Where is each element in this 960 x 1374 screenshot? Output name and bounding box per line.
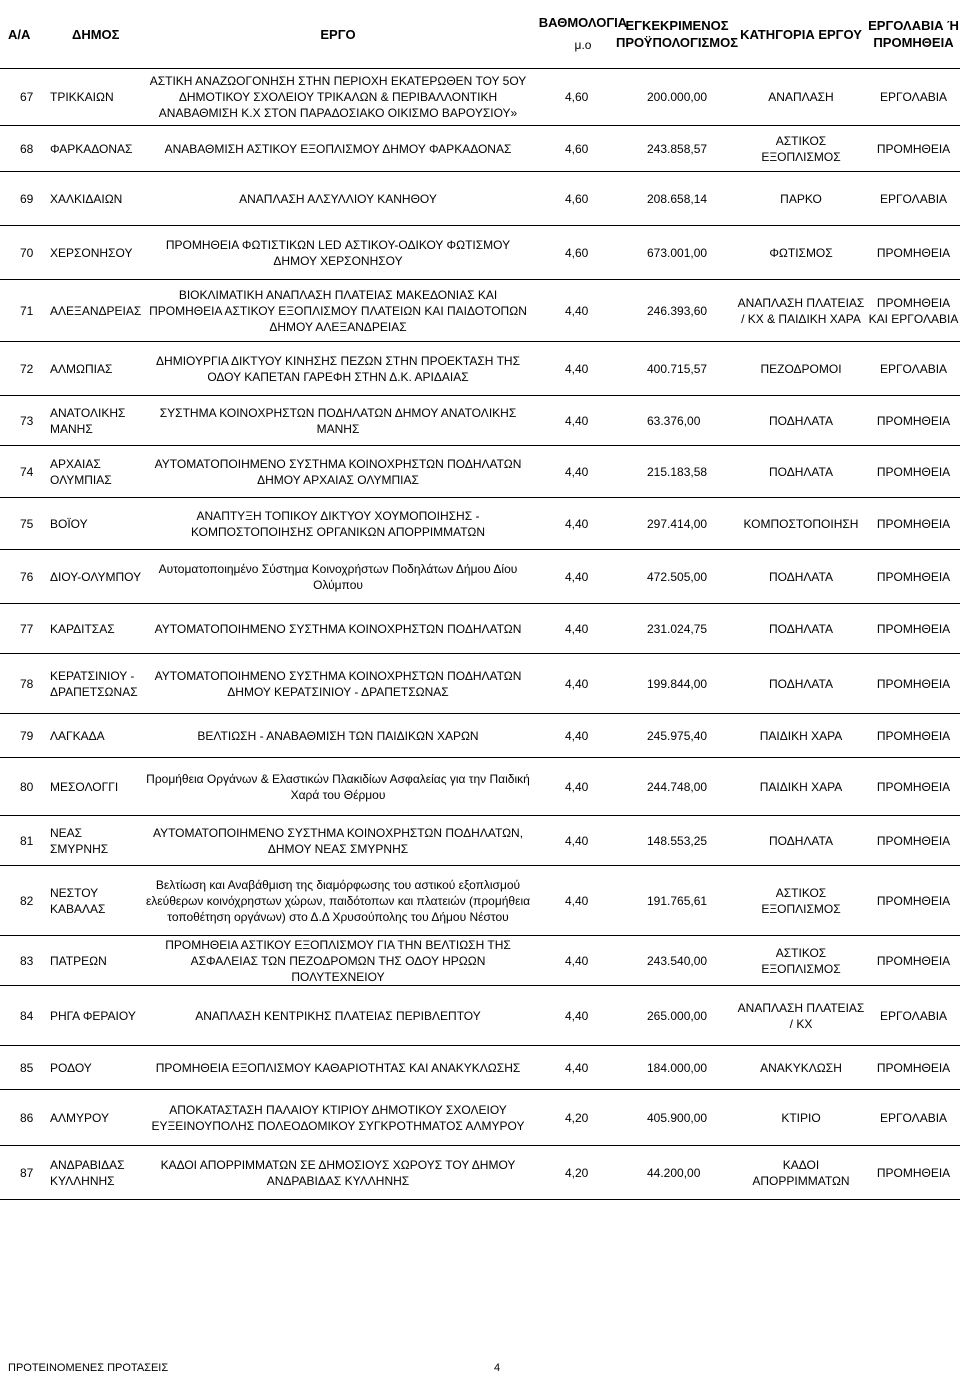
table-row <box>0 280 960 342</box>
header-score-unit: μ.ο <box>574 38 592 52</box>
category-cell: ΑΝΑΚΥΚΛΩΣΗ <box>760 1060 842 1075</box>
type-cell: ΕΡΓΟΛΑΒΙΑ <box>879 1008 948 1023</box>
score-cell: 4,60 <box>565 245 589 260</box>
project-cell: ΠΡΟΜΗΘΕΙΑ ΕΞΟΠΛΙΣΜΟΥ ΚΑΘΑΡΙΟΤΗΤΑΣ ΚΑΙ ΑΝΑΚΥΚΛΩΣΗΣ <box>155 1060 521 1075</box>
project-cell: ΣΥΣΤΗΜΑ ΚΟΙΝΟΧΡΗΣΤΩΝ ΠΟΔΗΛΑΤΩΝ ΔΗΜΟΥ ΑΝΑΤΟΛΙΚΗΣ ΜΑΝΗΣ <box>159 405 517 436</box>
project-cell: ΑΝΑΠΛΑΣΗ ΚΕΝΤΡΙΚΗΣ ΠΛΑΤΕΙΑΣ ΠΕΡΙΒΛΕΠΤΟΥ <box>195 1008 481 1023</box>
table-row <box>0 866 960 936</box>
score-cell: 4,40 <box>565 676 589 691</box>
project-cell: ΑΥΤΟΜΑΤΟΠΟΙΗΜΕΝΟ ΣΥΣΤΗΜΑ ΚΟΙΝΟΧΡΗΣΤΩΝ ΠΟΔΗΛΑΤΩΝ ΔΗΜΟΥ ΚΕΡΑΤΣΙΝΙΟΥ - ΔΡΑΠΕΤΣΩΝΑΣ <box>154 668 522 699</box>
budget-cell: 265.000,00 <box>647 1008 708 1023</box>
budget-cell: 191.765,61 <box>647 893 708 908</box>
municipality-cell: ΚΕΡΑΤΣΙΝΙΟΥ - ΔΡΑΠΕΤΣΩΝΑΣ <box>50 668 138 699</box>
table-row <box>0 1090 960 1146</box>
category-cell: ΠΟΔΗΛΑΤΑ <box>768 676 833 691</box>
type-cell: ΠΡΟΜΗΘΕΙΑ <box>876 569 951 584</box>
category-cell: ΠΟΔΗΛΑΤΑ <box>768 833 833 848</box>
project-cell: Αυτοματοποιημένο Σύστημα Κοινοχρήστων Ποδηλάτων Δήμου Δίου Ολύμπου <box>158 561 518 592</box>
project-cell: ΚΑΔΟΙ ΑΠΟΡΡΙΜΜΑΤΩΝ ΣΕ ΔΗΜΟΣΙΟΥΣ ΧΩΡΟΥΣ ΤΟΥ ΔΗΜΟΥ ΑΝΔΡΑΒΙΔΑΣ ΚΥΛΛΗΝΗΣ <box>160 1157 516 1188</box>
municipality-cell: ΑΛΜΥΡΟΥ <box>50 1110 109 1125</box>
budget-cell: 184.000,00 <box>647 1060 708 1075</box>
table-row <box>0 342 960 396</box>
score-cell: 4,60 <box>565 89 589 104</box>
municipality-cell: ΒΟΪΟΥ <box>50 516 88 531</box>
header-category: ΚΑΤΗΓΟΡΙΑ ΕΡΓΟΥ <box>740 26 862 42</box>
header-budget: ΕΓΚΕΚΡΙΜΕΝΟΣ ΠΡΟΫΠΟΛΟΓΙΣΜΟΣ <box>615 18 739 50</box>
category-cell: ΑΣΤΙΚΟΣ ΕΞΟΠΛΙΣΜΟΣ <box>761 885 841 916</box>
municipality-cell: ΡΟΔΟΥ <box>50 1060 92 1075</box>
category-cell: ΠΟΔΗΛΑΤΑ <box>768 464 833 479</box>
category-cell: ΑΣΤΙΚΟΣ ΕΞΟΠΛΙΣΜΟΣ <box>761 133 841 164</box>
category-cell: ΑΝΑΠΛΑΣΗ ΠΛΑΤΕΙΑΣ / ΚΧ & ΠΑΙΔΙΚΗ ΧΑΡΑ <box>737 295 865 326</box>
table-row <box>0 714 960 758</box>
budget-cell: 245.975,40 <box>647 728 708 743</box>
score-cell: 4,40 <box>565 893 589 908</box>
table-row <box>0 396 960 446</box>
category-cell: ΚΤΙΡΙΟ <box>781 1110 821 1125</box>
category-cell: ΑΝΑΠΛΑΣΗ <box>768 89 834 104</box>
score-cell: 4,40 <box>565 779 589 794</box>
budget-cell: 297.414,00 <box>647 516 708 531</box>
project-cell: Βελτίωση και Αναβάθμιση της διαμόρφωσης του αστικού εξοπλισμού ελεύθερων κοινόχρηστων χώρων, παιδότοπων και πλατειών (προμήθεια τοποθέτηση οργάνων) στο Δ.Δ Χρυσούπολης του Δήμου Νέστου <box>145 877 531 924</box>
municipality-cell: ΛΑΓΚΑΔΑ <box>50 728 105 743</box>
table-row <box>0 758 960 816</box>
municipality-cell: ΝΕΑΣ ΣΜΥΡΝΗΣ <box>50 825 109 856</box>
budget-cell: 246.393,60 <box>647 303 708 318</box>
row-number: 81 <box>20 833 34 848</box>
budget-cell: 243.540,00 <box>647 953 708 968</box>
row-number: 79 <box>20 728 34 743</box>
budget-cell: 208.658,14 <box>647 191 708 206</box>
project-cell: Προμήθεια Οργάνων & Ελαστικών Πλακιδίων Ασφαλείας για την Παιδική Χαρά του Θέρμου <box>146 771 530 802</box>
row-number: 82 <box>20 893 34 908</box>
row-number: 75 <box>20 516 34 531</box>
project-cell: ΑΝΑΠΤΥΞΗ ΤΟΠΙΚΟΥ ΔΙΚΤΥΟΥ ΧΟΥΜΟΠΟΙΗΣΗΣ - ΚΟΜΠΟΣΤΟΠΟΙΗΣΗΣ ΟΡΓΑΝΙΚΩΝ ΑΠΟΡΡΙΜΜΑΤΩΝ <box>190 508 486 539</box>
project-cell: ΠΡΟΜΗΘΕΙΑ ΦΩΤΙΣΤΙΚΩΝ LED ΑΣΤΙΚΟΥ-ΟΔΙΚΟΥ ΦΩΤΙΣΜΟΥ ΔΗΜΟΥ ΧΕΡΣΟΝΗΣΟΥ <box>165 237 511 268</box>
budget-cell: 400.715,57 <box>647 361 708 376</box>
table-row <box>0 936 960 986</box>
budget-cell: 63.376,00 <box>647 413 701 428</box>
category-cell: ΑΣΤΙΚΟΣ ΕΞΟΠΛΙΣΜΟΣ <box>761 945 841 976</box>
project-cell: ΑΠΟΚΑΤΑΣΤΑΣΗ ΠΑΛΑΙΟΥ ΚΤΙΡΙΟΥ ΔΗΜΟΤΙΚΟΥ ΣΧΟΛΕΙΟΥ ΕΥΞΕΙΝΟΥΠΟΛΗΣ ΠΟΛΕΟΔΟΜΙΚΟΥ ΣΥΓΚΡΟΤΗΜΑΤΟΣ ΑΛΜΥΡΟΥ <box>151 1102 525 1133</box>
type-cell: ΕΡΓΟΛΑΒΙΑ <box>879 361 948 376</box>
row-number: 71 <box>20 303 34 318</box>
row-number: 87 <box>20 1165 34 1180</box>
row-number: 74 <box>20 464 34 479</box>
table-row <box>0 1146 960 1200</box>
score-cell: 4,60 <box>565 141 589 156</box>
municipality-cell: ΑΛΕΞΑΝΔΡΕΙΑΣ <box>50 303 142 318</box>
table-row <box>0 986 960 1046</box>
table-row <box>0 226 960 280</box>
row-number: 76 <box>20 569 34 584</box>
score-cell: 4,40 <box>565 569 589 584</box>
category-cell: ΠΑΡΚΟ <box>780 191 822 206</box>
score-cell: 4,40 <box>565 953 589 968</box>
project-cell: ΑΥΤΟΜΑΤΟΠΟΙΗΜΕΝΟ ΣΥΣΤΗΜΑ ΚΟΙΝΟΧΡΗΣΤΩΝ ΠΟΔΗΛΑΤΩΝ <box>154 621 522 636</box>
project-cell: ΑΝΑΠΛΑΣΗ ΑΛΣΥΛΛΙΟΥ ΚΑΝΗΘΟΥ <box>239 191 437 206</box>
project-cell: ΒΙΟΚΛΙΜΑΤΙΚΗ ΑΝΑΠΛΑΣΗ ΠΛΑΤΕΙΑΣ ΜΑΚΕΔΟΝΙΑΣ ΚΑΙ ΠΡΟΜΗΘΕΙΑ ΑΣΤΙΚΟΥ ΕΞΟΠΛΙΣΜΟΥ ΠΛΑΤΕΙΩΝ ΚΑΙ ΠΑΙΔΟΤΟΠΩΝ ΔΗΜΟΥ ΑΛΕΞΑΝΔΡΕΙΑΣ <box>149 287 527 334</box>
budget-cell: 231.024,75 <box>647 621 708 636</box>
type-cell: ΠΡΟΜΗΘΕΙΑ <box>876 1060 951 1075</box>
municipality-cell: ΔΙΟΥ-ΟΛΥΜΠΟΥ <box>50 569 142 584</box>
type-cell: ΠΡΟΜΗΘΕΙΑ <box>876 953 951 968</box>
score-cell: 4,40 <box>565 413 589 428</box>
table-header <box>0 0 960 69</box>
row-number: 85 <box>20 1060 34 1075</box>
score-cell: 4,40 <box>565 303 589 318</box>
table-row <box>0 816 960 866</box>
header-project: ΕΡΓΟ <box>320 26 356 42</box>
row-number: 67 <box>20 89 34 104</box>
score-cell: 4,20 <box>565 1165 589 1180</box>
budget-cell: 215.183,58 <box>647 464 708 479</box>
type-cell: ΠΡΟΜΗΘΕΙΑ <box>876 893 951 908</box>
table-row <box>0 498 960 550</box>
category-cell: ΚΑΔΟΙ ΑΠΟΡΡΙΜΜΑΤΩΝ <box>752 1157 850 1188</box>
budget-cell: 44.200,00 <box>647 1165 701 1180</box>
score-cell: 4,20 <box>565 1110 589 1125</box>
row-number: 68 <box>20 141 34 156</box>
header-municipality: ΔΗΜΟΣ <box>72 26 120 42</box>
score-cell: 4,40 <box>565 464 589 479</box>
score-cell: 4,40 <box>565 833 589 848</box>
municipality-cell: ΑΛΜΩΠΙΑΣ <box>50 361 113 376</box>
budget-cell: 200.000,00 <box>647 89 708 104</box>
row-number: 78 <box>20 676 34 691</box>
project-cell: ΑΥΤΟΜΑΤΟΠΟΙΗΜΕΝΟ ΣΥΣΤΗΜΑ ΚΟΙΝΟΧΡΗΣΤΩΝ ΠΟΔΗΛΑΤΩΝ ΔΗΜΟΥ ΑΡΧΑΙΑΣ ΟΛΥΜΠΙΑΣ <box>154 456 522 487</box>
municipality-cell: ΝΕΣΤΟΥ ΚΑΒΑΛΑΣ <box>50 885 106 916</box>
municipality-cell: ΠΑΤΡΕΩΝ <box>50 953 107 968</box>
table-row <box>0 654 960 714</box>
type-cell: ΠΡΟΜΗΘΕΙΑ <box>876 676 951 691</box>
project-cell: ΑΥΤΟΜΑΤΟΠΟΙΗΜΕΝΟ ΣΥΣΤΗΜΑ ΚΟΙΝΟΧΡΗΣΤΩΝ ΠΟΔΗΛΑΤΩΝ, ΔΗΜΟΥ ΝΕΑΣ ΣΜΥΡΝΗΣ <box>152 825 524 856</box>
budget-cell: 199.844,00 <box>647 676 708 691</box>
category-cell: ΚΟΜΠΟΣΤΟΠΟΙΗΣΗ <box>743 516 859 531</box>
row-number: 72 <box>20 361 34 376</box>
score-cell: 4,40 <box>565 1008 589 1023</box>
header-aa: Α/Α <box>8 26 31 42</box>
category-cell: ΦΩΤΙΣΜΟΣ <box>769 245 833 260</box>
score-cell: 4,40 <box>565 621 589 636</box>
type-cell: ΠΡΟΜΗΘΕΙΑ <box>876 779 951 794</box>
score-cell: 4,40 <box>565 728 589 743</box>
header-score-label: ΒΑΘΜΟΛΟΓΙΑ <box>538 15 628 30</box>
municipality-cell: ΧΕΡΣΟΝΗΣΟΥ <box>50 245 133 260</box>
budget-cell: 405.900,00 <box>647 1110 708 1125</box>
row-number: 77 <box>20 621 34 636</box>
municipality-cell: ΚΑΡΔΙΤΣΑΣ <box>50 621 115 636</box>
municipality-cell: ΦΑΡΚΑΔΟΝΑΣ <box>50 141 133 156</box>
municipality-cell: ΑΝΑΤΟΛΙΚΗΣ ΜΑΝΗΣ <box>50 405 126 436</box>
type-cell: ΠΡΟΜΗΘΕΙΑ <box>876 464 951 479</box>
header-type: ΕΡΓΟΛΑΒΙΑ Ή ΠΡΟΜΗΘΕΙΑ <box>868 18 959 50</box>
score-cell: 4,60 <box>565 191 589 206</box>
municipality-cell: ΡΗΓΑ ΦΕΡΑΙΟΥ <box>50 1008 136 1023</box>
project-cell: ΑΣΤΙΚΗ ΑΝΑΖΩΟΓΟΝΗΣΗ ΣΤΗΝ ΠΕΡΙΟΧΗ ΕΚΑΤΕΡΩΘΕΝ ΤΟΥ 5ΟΥ ΔΗΜΟΤΙΚΟΥ ΣΧΟΛΕΙΟΥ ΤΡΙΚΑΛΩΝ & ΠΕΡΙΒΑΛΛΟΝΤΙΚΗ ΑΝΑΒΑΘΜΙΣΗ Κ.Χ ΣΤΟΝ ΠΑΡΑΔΟΣΙΑΚΟ ΟΙΚΙΣΜΟ ΒΑΡΟΥΣΙΟΥ» <box>149 73 527 120</box>
table-row <box>0 604 960 654</box>
row-number: 70 <box>20 245 34 260</box>
row-number: 69 <box>20 191 34 206</box>
type-cell: ΠΡΟΜΗΘΕΙΑ <box>876 833 951 848</box>
municipality-cell: ΤΡΙΚΚΑΙΩΝ <box>50 89 114 104</box>
category-cell: ΑΝΑΠΛΑΣΗ ΠΛΑΤΕΙΑΣ / ΚΧ <box>737 1000 865 1031</box>
type-cell: ΠΡΟΜΗΘΕΙΑ <box>876 728 951 743</box>
score-cell: 4,40 <box>565 1060 589 1075</box>
table-row <box>0 68 960 126</box>
type-cell: ΕΡΓΟΛΑΒΙΑ <box>879 191 948 206</box>
type-cell: ΠΡΟΜΗΘΕΙΑ <box>876 1165 951 1180</box>
footer-title: ΠΡΟΤΕΙΝΟΜΕΝΕΣ ΠΡΟΤΑΣΕΙΣ <box>8 1362 169 1374</box>
score-cell: 4,40 <box>565 516 589 531</box>
municipality-cell: ΧΑΛΚΙΔΑΙΩΝ <box>50 191 123 206</box>
type-cell: ΕΡΓΟΛΑΒΙΑ <box>879 89 948 104</box>
type-cell: ΠΡΟΜΗΘΕΙΑ <box>876 621 951 636</box>
project-cell: ΔΗΜΙΟΥΡΓΙΑ ΔΙΚΤΥΟΥ ΚΙΝΗΣΗΣ ΠΕΖΩΝ ΣΤΗΝ ΠΡΟΕΚΤΑΣΗ ΤΗΣ ΟΔΟΥ ΚΑΠΕΤΑΝ ΓΑΡΕΦΗ ΣΤΗΝ Δ.Κ. ΑΡΙΔΑΙΑΣ <box>156 353 520 384</box>
category-cell: ΠΟΔΗΛΑΤΑ <box>768 621 833 636</box>
row-number: 80 <box>20 779 34 794</box>
project-cell: ΠΡΟΜΗΘΕΙΑ ΑΣΤΙΚΟΥ ΕΞΟΠΛΙΣΜΟΥ ΓΙΑ ΤΗΝ ΒΕΛΤΙΩΣΗ ΤΗΣ ΑΣΦΑΛΕΙΑΣ ΤΩΝ ΠΕΖΟΔΡΟΜΩΝ ΤΗΣ ΟΔΟΥ ΗΡΩΩΝ ΠΟΛΥΤΕΧΝΕΙΟΥ <box>165 937 511 984</box>
row-number: 83 <box>20 953 34 968</box>
row-number: 86 <box>20 1110 34 1125</box>
type-cell: ΠΡΟΜΗΘΕΙΑ <box>876 245 951 260</box>
category-cell: ΠΟΔΗΛΑΤΑ <box>768 569 833 584</box>
table-row <box>0 126 960 172</box>
project-cell: ΒΕΛΤΙΩΣΗ - ΑΝΑΒΑΘΜΙΣΗ ΤΩΝ ΠΑΙΔΙΚΩΝ ΧΑΡΩΝ <box>197 728 479 743</box>
budget-cell: 243.858,57 <box>647 141 708 156</box>
page-number: 4 <box>494 1362 501 1374</box>
municipality-cell: ΑΝΔΡΑΒΙΔΑΣ ΚΥΛΛΗΝΗΣ <box>50 1157 125 1188</box>
category-cell: ΠΑΙΔΙΚΗ ΧΑΡΑ <box>759 779 843 794</box>
budget-cell: 472.505,00 <box>647 569 708 584</box>
table-row <box>0 550 960 604</box>
table-row <box>0 1046 960 1090</box>
table-row <box>0 446 960 498</box>
budget-cell: 244.748,00 <box>647 779 708 794</box>
type-cell: ΠΡΟΜΗΘΕΙΑ ΚΑΙ ΕΡΓΟΛΑΒΙΑ <box>868 295 959 326</box>
project-cell: ΑΝΑΒΑΘΜΙΣΗ ΑΣΤΙΚΟΥ ΕΞΟΠΛΙΣΜΟΥ ΔΗΜΟΥ ΦΑΡΚΑΔΟΝΑΣ <box>164 141 512 156</box>
municipality-cell: ΜΕΣΟΛΟΓΓΙ <box>50 779 119 794</box>
budget-cell: 673.001,00 <box>647 245 708 260</box>
category-cell: ΠΑΙΔΙΚΗ ΧΑΡΑ <box>759 728 843 743</box>
category-cell: ΠΕΖΟΔΡΟΜΟΙ <box>760 361 842 376</box>
table-row <box>0 172 960 226</box>
score-cell: 4,40 <box>565 361 589 376</box>
type-cell: ΠΡΟΜΗΘΕΙΑ <box>876 141 951 156</box>
municipality-cell: ΑΡΧΑΙΑΣ ΟΛΥΜΠΙΑΣ <box>50 456 112 487</box>
type-cell: ΠΡΟΜΗΘΕΙΑ <box>876 413 951 428</box>
type-cell: ΠΡΟΜΗΘΕΙΑ <box>876 516 951 531</box>
category-cell: ΠΟΔΗΛΑΤΑ <box>768 413 833 428</box>
row-number: 73 <box>20 413 34 428</box>
budget-cell: 148.553,25 <box>647 833 708 848</box>
type-cell: ΕΡΓΟΛΑΒΙΑ <box>879 1110 948 1125</box>
row-number: 84 <box>20 1008 34 1023</box>
